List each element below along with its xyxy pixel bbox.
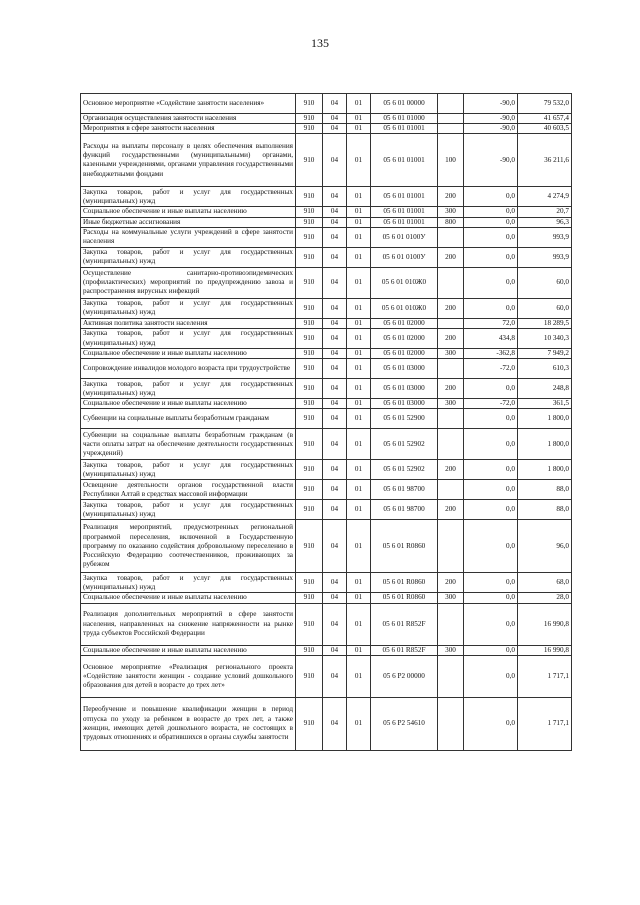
table-row (81, 460, 572, 480)
cell-total: 60,0 (518, 267, 572, 298)
cell-name: Осуществление санитарно-противоэпидемических (профилактических) мероприятий по предупреждению завоза и распространения вирусных инфекций (81, 267, 296, 298)
table-row (81, 247, 572, 267)
table-row (81, 573, 572, 593)
cell-change: 0,0 (464, 645, 518, 655)
cell-v2: 04 (323, 247, 347, 267)
cell-change: 0,0 (464, 655, 518, 697)
cell-v1: 910 (296, 217, 323, 227)
cell-code: 05 6 01 52902 (371, 460, 438, 480)
cell-change: 0,0 (464, 573, 518, 593)
cell-total: 60,0 (518, 298, 572, 318)
cell-kind (438, 603, 464, 645)
cell-code: 05 6 01 98700 (371, 500, 438, 520)
cell-v1: 910 (296, 697, 323, 750)
cell-v1: 910 (296, 409, 323, 429)
table-row (81, 593, 572, 603)
cell-v1: 910 (296, 349, 323, 359)
cell-change: 0,0 (464, 267, 518, 298)
cell-total: 1 800,0 (518, 429, 572, 460)
cell-change: 0,0 (464, 500, 518, 520)
cell-v1: 910 (296, 359, 323, 379)
cell-v2: 04 (323, 603, 347, 645)
cell-v3: 01 (347, 187, 371, 207)
cell-name: Иные бюджетные ассигнования (81, 217, 296, 227)
cell-change: -90,0 (464, 114, 518, 124)
cell-code: 05 6 01 02000 (371, 349, 438, 359)
cell-change: 0,0 (464, 247, 518, 267)
cell-v3: 01 (347, 217, 371, 227)
cell-name: Закупка товаров, работ и услуг для государственных (муниципальных) нужд (81, 460, 296, 480)
cell-v2: 04 (323, 114, 347, 124)
cell-v1: 910 (296, 603, 323, 645)
cell-change: -90,0 (464, 94, 518, 114)
cell-v3: 01 (347, 655, 371, 697)
cell-total: 88,0 (518, 500, 572, 520)
cell-v2: 04 (323, 134, 347, 187)
cell-v3: 01 (347, 94, 371, 114)
cell-code: 05 6 01 03000 (371, 359, 438, 379)
cell-total: 4 274,9 (518, 187, 572, 207)
budget-table (80, 93, 572, 751)
cell-change: -72,0 (464, 359, 518, 379)
cell-v2: 04 (323, 379, 347, 399)
cell-v3: 01 (347, 480, 371, 500)
cell-v3: 01 (347, 124, 371, 134)
cell-v2: 04 (323, 593, 347, 603)
cell-v3: 01 (347, 134, 371, 187)
cell-v2: 04 (323, 267, 347, 298)
cell-total: 68,0 (518, 573, 572, 593)
cell-kind (438, 114, 464, 124)
table-row (81, 520, 572, 573)
cell-total: 7 949,2 (518, 349, 572, 359)
table-row (81, 134, 572, 187)
cell-code: 05 6 01 02000 (371, 318, 438, 328)
table-row (81, 697, 572, 750)
cell-v2: 04 (323, 645, 347, 655)
cell-name: Закупка товаров, работ и услуг для государственных (муниципальных) нужд (81, 329, 296, 349)
table-row (81, 227, 572, 247)
cell-change: 0,0 (464, 697, 518, 750)
cell-v1: 910 (296, 318, 323, 328)
cell-code: 05 6 01 01001 (371, 207, 438, 217)
cell-v3: 01 (347, 267, 371, 298)
cell-v1: 910 (296, 124, 323, 134)
cell-change: -72,0 (464, 399, 518, 409)
cell-v3: 01 (347, 399, 371, 409)
cell-total: 1 717,1 (518, 655, 572, 697)
cell-v1: 910 (296, 460, 323, 480)
cell-v1: 910 (296, 114, 323, 124)
cell-kind (438, 520, 464, 573)
cell-v1: 910 (296, 593, 323, 603)
cell-v1: 910 (296, 187, 323, 207)
cell-code: 05 6 01 02000 (371, 329, 438, 349)
cell-kind (438, 655, 464, 697)
cell-name: Освещение деятельности органов государственной власти Республики Алтай в средствах массовой информации (81, 480, 296, 500)
cell-code: 05 6 01 03000 (371, 399, 438, 409)
cell-total: 248,8 (518, 379, 572, 399)
cell-code: 05 6 01 R852F (371, 645, 438, 655)
cell-name: Социальное обеспечение и иные выплаты населению (81, 645, 296, 655)
table-row (81, 187, 572, 207)
cell-total: 993,9 (518, 247, 572, 267)
cell-total: 36 211,6 (518, 134, 572, 187)
cell-name: Расходы на выплаты персоналу в целях обеспечения выполнения функций государственными (муниципальными) органами, казенными учреждениями, органами управления государственными внебюджетными фондами (81, 134, 296, 187)
cell-name: Закупка товаров, работ и услуг для государственных (муниципальных) нужд (81, 187, 296, 207)
cell-name: Мероприятия в сфере занятости населения (81, 124, 296, 134)
cell-code: 05 6 01 00000 (371, 94, 438, 114)
cell-v2: 04 (323, 697, 347, 750)
cell-v1: 910 (296, 655, 323, 697)
cell-v3: 01 (347, 593, 371, 603)
table-row (81, 318, 572, 328)
cell-kind (438, 94, 464, 114)
cell-v2: 04 (323, 318, 347, 328)
cell-total: 96,0 (518, 520, 572, 573)
cell-kind: 300 (438, 399, 464, 409)
cell-name: Социальное обеспечение и иные выплаты населению (81, 207, 296, 217)
cell-change: 0,0 (464, 593, 518, 603)
cell-change: -362,8 (464, 349, 518, 359)
table-row (81, 349, 572, 359)
cell-code: 05 6 01 01000 (371, 114, 438, 124)
table-row (81, 267, 572, 298)
cell-code: 05 6 01 01001 (371, 124, 438, 134)
cell-v2: 04 (323, 298, 347, 318)
cell-v3: 01 (347, 359, 371, 379)
cell-name: Расходы на коммунальные услуги учреждений в сфере занятости населения (81, 227, 296, 247)
cell-code: 05 6 01 R0860 (371, 520, 438, 573)
cell-name: Закупка товаров, работ и услуг для государственных (муниципальных) нужд (81, 298, 296, 318)
cell-change: 0,0 (464, 217, 518, 227)
cell-kind: 200 (438, 573, 464, 593)
cell-kind: 800 (438, 217, 464, 227)
cell-code: 05 6 01 010Ж0 (371, 298, 438, 318)
cell-total: 610,3 (518, 359, 572, 379)
cell-v3: 01 (347, 645, 371, 655)
cell-kind (438, 359, 464, 379)
cell-v2: 04 (323, 227, 347, 247)
cell-v3: 01 (347, 298, 371, 318)
cell-v3: 01 (347, 697, 371, 750)
table-row (81, 500, 572, 520)
cell-kind (438, 480, 464, 500)
cell-v1: 910 (296, 480, 323, 500)
table-row (81, 409, 572, 429)
cell-change: 0,0 (464, 409, 518, 429)
cell-name: Сопровождение инвалидов молодого возраста при трудоустройстве (81, 359, 296, 379)
cell-total: 41 657,4 (518, 114, 572, 124)
cell-change: -90,0 (464, 124, 518, 134)
cell-v1: 910 (296, 207, 323, 217)
cell-name: Социальное обеспечение и иные выплаты населению (81, 399, 296, 409)
table-row (81, 429, 572, 460)
cell-v2: 04 (323, 217, 347, 227)
cell-v3: 01 (347, 227, 371, 247)
table-row (81, 645, 572, 655)
cell-v2: 04 (323, 349, 347, 359)
cell-v1: 910 (296, 134, 323, 187)
cell-change: 434,8 (464, 329, 518, 349)
cell-v2: 04 (323, 409, 347, 429)
cell-kind (438, 227, 464, 247)
cell-v2: 04 (323, 520, 347, 573)
cell-v1: 910 (296, 379, 323, 399)
cell-code: 05 6 01 R0860 (371, 573, 438, 593)
cell-v3: 01 (347, 429, 371, 460)
cell-kind: 200 (438, 329, 464, 349)
cell-v1: 910 (296, 247, 323, 267)
cell-code: 05 6 01 01001 (371, 134, 438, 187)
cell-kind: 300 (438, 349, 464, 359)
cell-v3: 01 (347, 500, 371, 520)
cell-v3: 01 (347, 460, 371, 480)
cell-code: 05 6 P2 00000 (371, 655, 438, 697)
cell-change: 0,0 (464, 187, 518, 207)
cell-change: -90,0 (464, 134, 518, 187)
cell-v3: 01 (347, 379, 371, 399)
cell-v3: 01 (347, 603, 371, 645)
table-row (81, 603, 572, 645)
cell-total: 1 717,1 (518, 697, 572, 750)
cell-change: 0,0 (464, 480, 518, 500)
cell-change: 0,0 (464, 603, 518, 645)
cell-kind: 200 (438, 500, 464, 520)
cell-name: Закупка товаров, работ и услуг для государственных (муниципальных) нужд (81, 247, 296, 267)
table-row (81, 124, 572, 134)
cell-code: 05 6 01 R0860 (371, 593, 438, 603)
cell-v3: 01 (347, 318, 371, 328)
cell-v2: 04 (323, 187, 347, 207)
cell-code: 05 6 01 52902 (371, 429, 438, 460)
table-row (81, 379, 572, 399)
cell-v1: 910 (296, 399, 323, 409)
cell-code: 05 6 01 52900 (371, 409, 438, 429)
cell-kind (438, 409, 464, 429)
table-row (81, 399, 572, 409)
cell-v1: 910 (296, 298, 323, 318)
cell-kind: 300 (438, 593, 464, 603)
cell-total: 88,0 (518, 480, 572, 500)
table-row (81, 359, 572, 379)
cell-v2: 04 (323, 573, 347, 593)
table-row (81, 655, 572, 697)
cell-v3: 01 (347, 409, 371, 429)
table-row (81, 329, 572, 349)
cell-code: 05 6 01 0100У (371, 227, 438, 247)
cell-kind: 300 (438, 645, 464, 655)
cell-name: Закупка товаров, работ и услуг для государственных (муниципальных) нужд (81, 379, 296, 399)
cell-v2: 04 (323, 207, 347, 217)
cell-v1: 910 (296, 500, 323, 520)
cell-total: 20,7 (518, 207, 572, 217)
cell-kind (438, 697, 464, 750)
cell-change: 0,0 (464, 298, 518, 318)
cell-kind: 100 (438, 134, 464, 187)
cell-v3: 01 (347, 573, 371, 593)
cell-kind (438, 318, 464, 328)
cell-name: Активная политика занятости населения (81, 318, 296, 328)
cell-change: 0,0 (464, 227, 518, 247)
cell-total: 96,3 (518, 217, 572, 227)
cell-code: 05 6 01 0100У (371, 247, 438, 267)
cell-kind: 200 (438, 187, 464, 207)
cell-change: 72,0 (464, 318, 518, 328)
cell-v2: 04 (323, 429, 347, 460)
cell-v1: 910 (296, 573, 323, 593)
cell-total: 79 532,0 (518, 94, 572, 114)
cell-v3: 01 (347, 520, 371, 573)
cell-code: 05 6 01 01001 (371, 187, 438, 207)
cell-change: 0,0 (464, 379, 518, 399)
table-row (81, 207, 572, 217)
cell-kind (438, 124, 464, 134)
cell-v2: 04 (323, 399, 347, 409)
cell-total: 28,0 (518, 593, 572, 603)
cell-v2: 04 (323, 359, 347, 379)
cell-total: 16 990,8 (518, 603, 572, 645)
cell-v3: 01 (347, 329, 371, 349)
cell-v2: 04 (323, 500, 347, 520)
cell-total: 18 289,5 (518, 318, 572, 328)
cell-kind: 200 (438, 460, 464, 480)
cell-name: Реализация дополнительных мероприятий в сфере занятости населения, направленных на снижение напряженности на рынке труда субъектов Российской Федерации (81, 603, 296, 645)
cell-code: 05 6 P2 54610 (371, 697, 438, 750)
cell-total: 16 990,8 (518, 645, 572, 655)
cell-change: 0,0 (464, 429, 518, 460)
cell-name: Субвенции на социальные выплаты безработным гражданам (в части оплаты затрат на обеспечение деятельности государственных учреждений) (81, 429, 296, 460)
cell-v3: 01 (347, 114, 371, 124)
cell-v3: 01 (347, 247, 371, 267)
cell-name: Закупка товаров, работ и услуг для государственных (муниципальных) нужд (81, 500, 296, 520)
cell-v1: 910 (296, 94, 323, 114)
cell-v1: 910 (296, 329, 323, 349)
cell-v1: 910 (296, 227, 323, 247)
cell-name: Организация осуществления занятости населения (81, 114, 296, 124)
cell-total: 40 603,5 (518, 124, 572, 134)
cell-v2: 04 (323, 655, 347, 697)
cell-code: 05 6 01 01001 (371, 217, 438, 227)
cell-kind (438, 429, 464, 460)
cell-v2: 04 (323, 480, 347, 500)
table-row (81, 94, 572, 114)
cell-name: Субвенции на социальные выплаты безработным гражданам (81, 409, 296, 429)
cell-v3: 01 (347, 207, 371, 217)
cell-total: 10 340,3 (518, 329, 572, 349)
cell-v1: 910 (296, 267, 323, 298)
cell-name: Основное мероприятие «Реализация регионального проекта «Содействие занятости женщин - создание условий дошкольного образования для детей в возрасте до трех лет» (81, 655, 296, 697)
cell-kind (438, 267, 464, 298)
cell-total: 1 800,0 (518, 460, 572, 480)
table-row (81, 114, 572, 124)
table-row (81, 298, 572, 318)
page-number: 135 (311, 36, 329, 50)
cell-name: Закупка товаров, работ и услуг для государственных (муниципальных) нужд (81, 573, 296, 593)
cell-name: Переобучение и повышение квалификации женщин в период отпуска по уходу за ребенком в возрасте до трех лет, а также женщин, имеющих детей дошкольного возраста, не состоящих в трудовых отношениях и обратившихся в органы службы занятости (81, 697, 296, 750)
cell-name: Основное мероприятие «Содействие занятости населения» (81, 94, 296, 114)
cell-code: 05 6 01 98700 (371, 480, 438, 500)
cell-code: 05 6 01 R852F (371, 603, 438, 645)
cell-kind: 200 (438, 247, 464, 267)
cell-v2: 04 (323, 460, 347, 480)
cell-v2: 04 (323, 94, 347, 114)
cell-code: 05 6 01 010Ж0 (371, 267, 438, 298)
cell-total: 993,9 (518, 227, 572, 247)
cell-change: 0,0 (464, 207, 518, 217)
cell-total: 361,5 (518, 399, 572, 409)
cell-name: Социальное обеспечение и иные выплаты населению (81, 349, 296, 359)
cell-change: 0,0 (464, 520, 518, 573)
cell-code: 05 6 01 03000 (371, 379, 438, 399)
table-row (81, 217, 572, 227)
cell-v1: 910 (296, 429, 323, 460)
cell-total: 1 800,0 (518, 409, 572, 429)
cell-name: Реализация мероприятий, предусмотренных региональной программой переселения, включенной в Государственную программу по оказанию содействия добровольному переселению в Российскую Федерацию соотечественников, проживающих за рубежом (81, 520, 296, 573)
table-row (81, 480, 572, 500)
cell-kind: 300 (438, 207, 464, 217)
cell-name: Социальное обеспечение и иные выплаты населению (81, 593, 296, 603)
cell-v1: 910 (296, 520, 323, 573)
cell-v2: 04 (323, 329, 347, 349)
cell-kind: 200 (438, 298, 464, 318)
cell-v2: 04 (323, 124, 347, 134)
cell-change: 0,0 (464, 460, 518, 480)
cell-kind: 200 (438, 379, 464, 399)
cell-v1: 910 (296, 645, 323, 655)
cell-v3: 01 (347, 349, 371, 359)
